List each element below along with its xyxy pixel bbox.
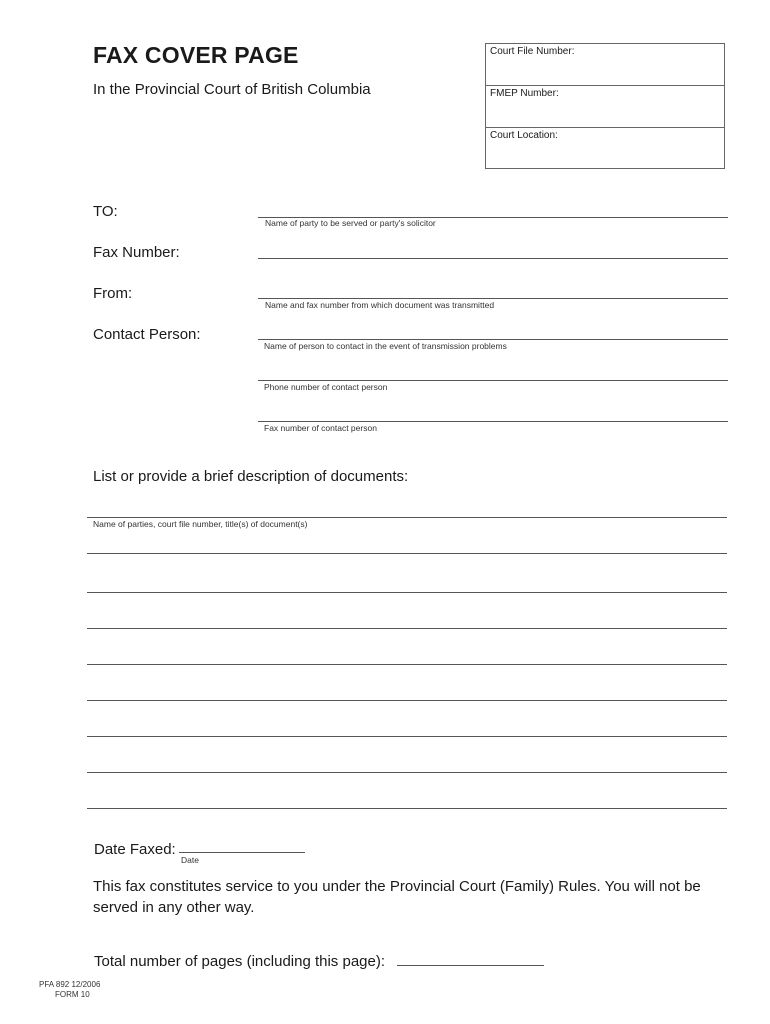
court-location-field[interactable] bbox=[486, 128, 724, 170]
from-hint: Name and fax number from which document was transmitted bbox=[265, 300, 495, 310]
date-hint: Date bbox=[181, 855, 199, 865]
documents-heading: List or provide a brief description of documents: bbox=[93, 468, 409, 485]
contact-phone-hint: Phone number of contact person bbox=[264, 382, 388, 392]
to-label: TO: bbox=[93, 203, 118, 220]
total-pages-field-line[interactable] bbox=[397, 965, 544, 966]
total-pages-label: Total number of pages (including this page): bbox=[94, 953, 386, 970]
document-line-1[interactable] bbox=[87, 517, 727, 518]
form-code: PFA 892 12/2006 bbox=[39, 980, 101, 989]
court-info-box bbox=[485, 43, 725, 169]
documents-hint: Name of parties, court file number, title(s) of document(s) bbox=[93, 519, 308, 529]
contact-name-field-line[interactable] bbox=[258, 339, 728, 340]
document-line-4[interactable] bbox=[87, 628, 727, 629]
court-subtitle: In the Provincial Court of British Columbia bbox=[93, 81, 371, 98]
document-line-3[interactable] bbox=[87, 592, 727, 593]
fax-number-label: Fax Number: bbox=[93, 244, 180, 261]
contact-name-hint: Name of person to contact in the event of transmission problems bbox=[264, 341, 507, 351]
document-line-6[interactable] bbox=[87, 700, 727, 701]
form-number: FORM 10 bbox=[55, 990, 90, 999]
from-field-line[interactable] bbox=[258, 298, 728, 299]
page-title: FAX COVER PAGE bbox=[93, 42, 299, 68]
to-hint: Name of party to be served or party's solicitor bbox=[265, 218, 436, 228]
document-line-5[interactable] bbox=[87, 664, 727, 665]
service-statement: This fax constitutes service to you under the Provincial Court (Family) Rules. You will not be served in any other way. bbox=[93, 878, 701, 916]
contact-fax-field-line[interactable] bbox=[258, 421, 728, 422]
contact-phone-field-line[interactable] bbox=[258, 380, 728, 381]
contact-fax-hint: Fax number of contact person bbox=[264, 423, 377, 433]
document-line-9[interactable] bbox=[87, 808, 727, 809]
court-file-number-field[interactable] bbox=[486, 44, 724, 86]
court-location-label: Court Location: bbox=[490, 130, 558, 141]
fmep-number-field[interactable] bbox=[486, 86, 724, 128]
document-line-2[interactable] bbox=[87, 553, 727, 554]
document-line-7[interactable] bbox=[87, 736, 727, 737]
court-file-number-label: Court File Number: bbox=[490, 46, 575, 57]
fmep-number-label: FMEP Number: bbox=[490, 88, 559, 99]
fax-number-field-line[interactable] bbox=[258, 258, 728, 259]
contact-person-label: Contact Person: bbox=[93, 326, 201, 343]
date-faxed-field-line[interactable] bbox=[179, 852, 305, 853]
from-label: From: bbox=[93, 285, 133, 302]
date-faxed-label: Date Faxed: bbox=[94, 841, 176, 858]
document-line-8[interactable] bbox=[87, 772, 727, 773]
